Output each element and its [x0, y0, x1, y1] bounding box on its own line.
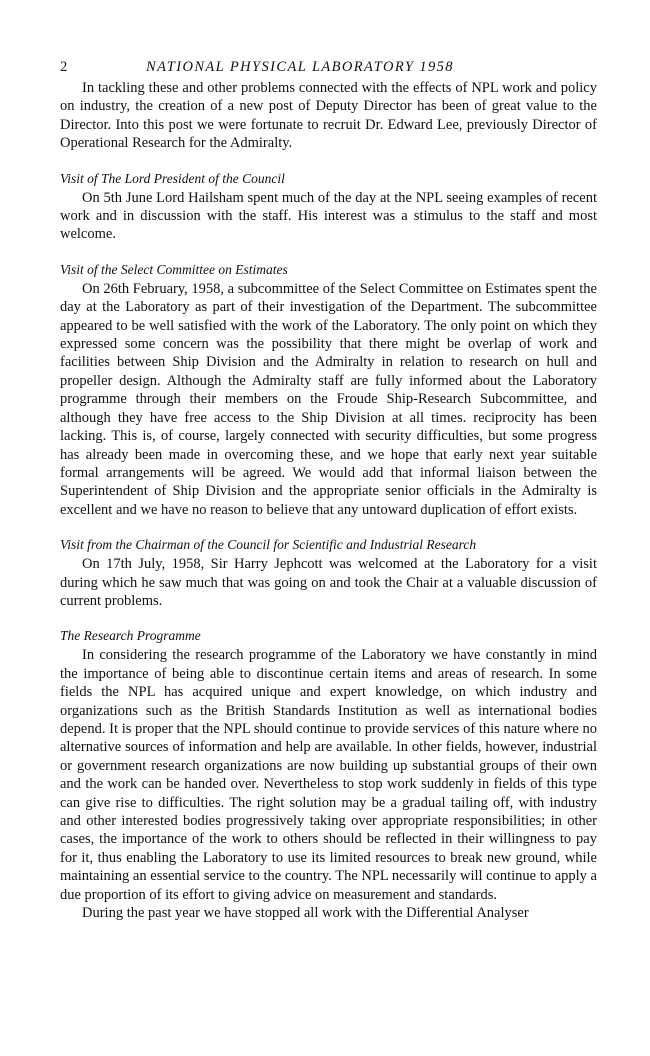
- running-head: NATIONAL PHYSICAL LABORATORY 1958: [146, 59, 454, 75]
- document-body: [60, 79, 597, 922]
- section-paragraph: On 5th June Lord Hailsham spent much of the day at the NPL seeing examples of recent work and in discussion with the staff. His interest was a stimulus to the staff and most welcome.: [60, 189, 597, 243]
- section-heading-select-committee-visit: Visit of the Select Committee on Estimates: [60, 261, 288, 277]
- page-header: [60, 57, 597, 79]
- section-heading-lord-president-visit: Visit of The Lord President of the Council: [60, 170, 285, 186]
- section-paragraph: In considering the research programme of the Laboratory we have constantly in mind the importance of being able to discontinue certain items and areas of research. In some fields the NPL has acquired unique and expert knowledge, on which industry and organizations such as the British Standards Institution as well as international bodies depend. It is proper that the NPL should continue to provide services of this nature where no alternative sources of information and help are available. In other fields, however, industrial or government research organizations are now building up substantial groups of their own and the work can be handed over. Nevertheless to stop work suddenly in fields of this type can give rise to difficulties. The right solution may be a gradual tailing off, with industry and other interested bodies progressively taking over appropriate responsibilities; in other cases, the importance of the work to others should be reflected in their willingness to pay for it, thus enabling the Laboratory to use its limited resources to break new ground, while maintaining an essential service to the country. The NPL necessarily will continue to apply a due proportion of its effort to giving advice on measurement and standards.: [60, 647, 597, 903]
- section-heading-research-programme: The Research Programme: [60, 628, 201, 644]
- intro-paragraph: In tackling these and other problems connected with the effects of NPL work and policy on industry, the creation of a new post of Deputy Director has been of great value to the Director. Into this post we were fortunate to recruit Dr. Edward Lee, previously Director of Operational Research for the Admiralty.: [60, 80, 597, 152]
- page-number: 2: [60, 59, 68, 75]
- section-heading-dsir-chairman-visit: Visit from the Chairman of the Council for Scientific and Industrial Research: [60, 537, 477, 553]
- section-paragraph: During the past year we have stopped all work with the Differential Analyser: [82, 905, 529, 922]
- section-paragraph: On 17th July, 1958, Sir Harry Jephcott was welcomed at the Laboratory for a visit during which he saw much that was going on and took the Chair at a valuable discussion of current problems.: [60, 556, 597, 609]
- section-paragraph: On 26th February, 1958, a subcommittee of the Select Committee on Estimates spent the day at the Laboratory as part of their investigation of the Department. The subcommittee appeared to be well satisfied with the work of the Laboratory. The only point on which they expressed some concern was the possibility that there might be overlap of work and facilities between Ship Division and the Admiralty in relation to research on hull and propeller design. Although the Admiralty staff are fully informed about the Laboratory programme through their members on the Froude Ship-Research Subcommittee, and although they have free access to the Ship Division at all times. reciprocity has been lacking. This is, of course, largely connected with security difficulties, but some progress has already been made in overcoming these, and we hope that early next year suitable formal arrangements will be agreed. We would add that informal liaison between the Superintendent of Ship Division and the appropriate senior officials in the Admiralty is excellent and we have no reason to believe that any untoward duplication of effort exists.: [60, 280, 597, 518]
